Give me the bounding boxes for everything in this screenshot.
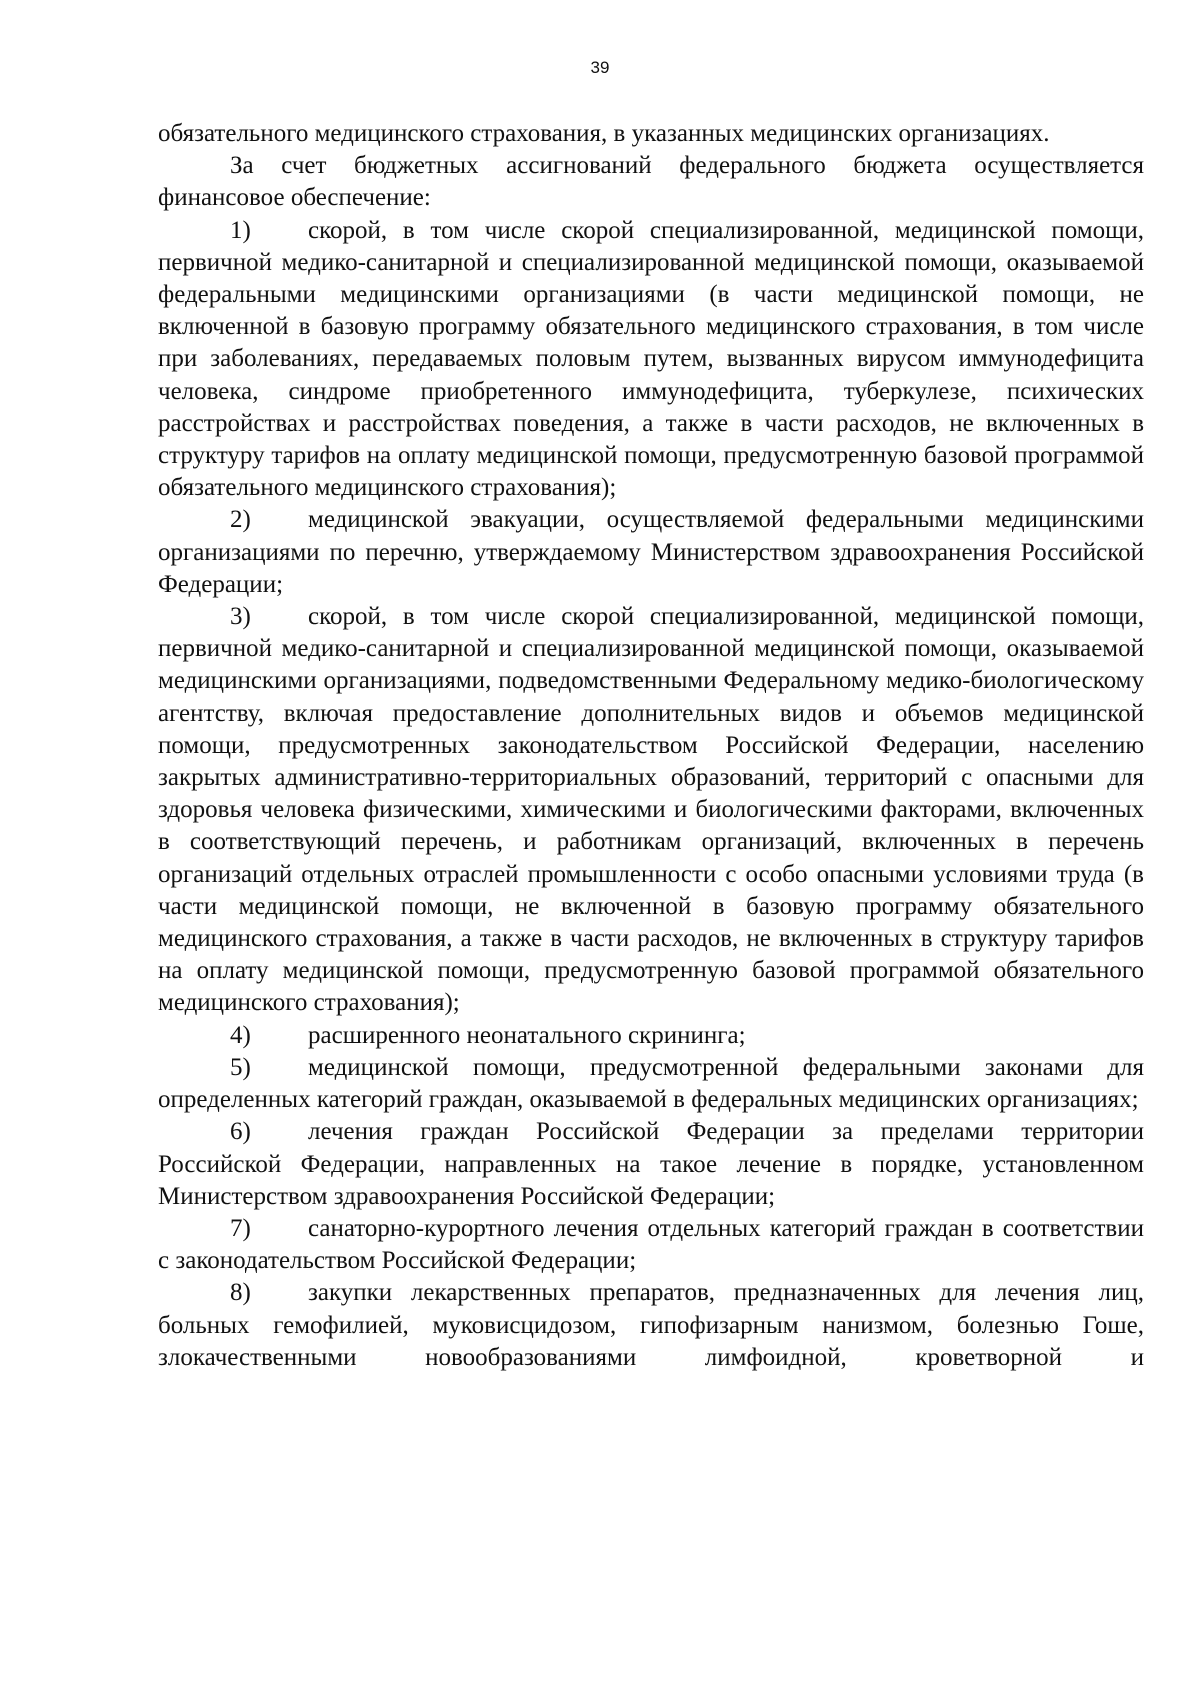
list-item-text: скорой, в том числе скорой специализированной, медицинской помощи, первичной медико-санитарной и специализированной медицинской помощи, оказываемой федеральными медицинскими организациями (в части медицинской помощи, не включенной в базовую программу обязательного медицинского страхования, в том числе при заболеваниях, передаваемых половым путем, вызванных вирусом иммунодефицита человека, синдроме приобретенного иммунодефицита, туберкулезе, психических расстройствах и расстройствах поведения, а также в части расходов, не включенных в структуру тарифов на оплату медицинской помощи, предусмотренную базовой программой обязательного медицинского страхования); <box>158 216 1144 502</box>
document-body <box>158 118 1144 1374</box>
list-item-text: расширенного неонатального скрининга; <box>308 1021 746 1049</box>
list-item-number: 2) <box>230 506 251 534</box>
list-item-text: закупки лекарственных препаратов, предназначенных для лечения лиц, больных гемофилией, муковисцидозом, гипофизарным нанизмом, болезнью Гоше, злокачественными новообразованиями лимфоидной, кроветворной и <box>158 1279 1144 1371</box>
list-item-number: 3) <box>230 603 251 631</box>
list-item-number: 1) <box>230 216 251 244</box>
list-item-1 <box>158 215 1144 505</box>
list-item-6 <box>158 1116 1144 1213</box>
page-number: 39 <box>590 58 610 77</box>
list-item-text: скорой, в том числе скорой специализированной, медицинской помощи, первичной медико-санитарной и специализированной медицинской помощи, оказываемой медицинскими организациями, подведомственными Федеральному медико-биологическому агентству, включая предоставление дополнительных видов и объемов медицинской помощи, предусмотренных законодательством Российской Федерации, населению закрытых административно-территориальных образований, территорий с опасными для здоровья человека физическими, химическими и биологическими факторами, включенных в соответствующий перечень, и работникам организаций, включенных в перечень организаций отдельных отраслей промышленности с особо опасными условиями труда (в части медицинской помощи, не включенной в базовую программу обязательного медицинского страхования, а также в части расходов, не включенных в структуру тарифов на оплату медицинской помощи, предусмотренную базовой программой обязательного медицинского страхования); <box>158 603 1144 1017</box>
list-item-5 <box>158 1052 1144 1116</box>
list-item-text: медицинской эвакуации, осуществляемой федеральными медицинскими организациями по перечню, утверждаемому Министерством здравоохранения Российской Федерации; <box>158 506 1144 598</box>
list-item-number: 7) <box>230 1214 251 1242</box>
list-item-text: медицинской помощи, предусмотренной федеральными законами для определенных категорий граждан, оказываемой в федеральных медицинских организациях; <box>158 1053 1144 1114</box>
list-item-2 <box>158 504 1144 601</box>
list-item-number: 6) <box>230 1118 251 1146</box>
list-item-8 <box>158 1277 1144 1374</box>
list-item-text: лечения граждан Российской Федерации за пределами территории Российской Федерации, направленных на такое лечение в порядке, установленном Министерством здравоохранения Российской Федерации; <box>158 1118 1144 1210</box>
list-item-3 <box>158 601 1144 1020</box>
list-item-text: санаторно-курортного лечения отдельных категорий граждан в соответствии с законодательством Российской Федерации; <box>158 1214 1144 1275</box>
continuation-paragraph: обязательного медицинского страхования, в указанных медицинских организациях. <box>158 120 1050 147</box>
list-item-4 <box>158 1020 1144 1052</box>
list-item-number: 5) <box>230 1053 251 1081</box>
list-item-number: 8) <box>230 1279 251 1307</box>
list-item-7 <box>158 1213 1144 1277</box>
list-item-number: 4) <box>230 1021 251 1049</box>
lead-paragraph: За счет бюджетных ассигнований федерального бюджета осуществляется финансовое обеспечение: <box>158 152 1144 212</box>
